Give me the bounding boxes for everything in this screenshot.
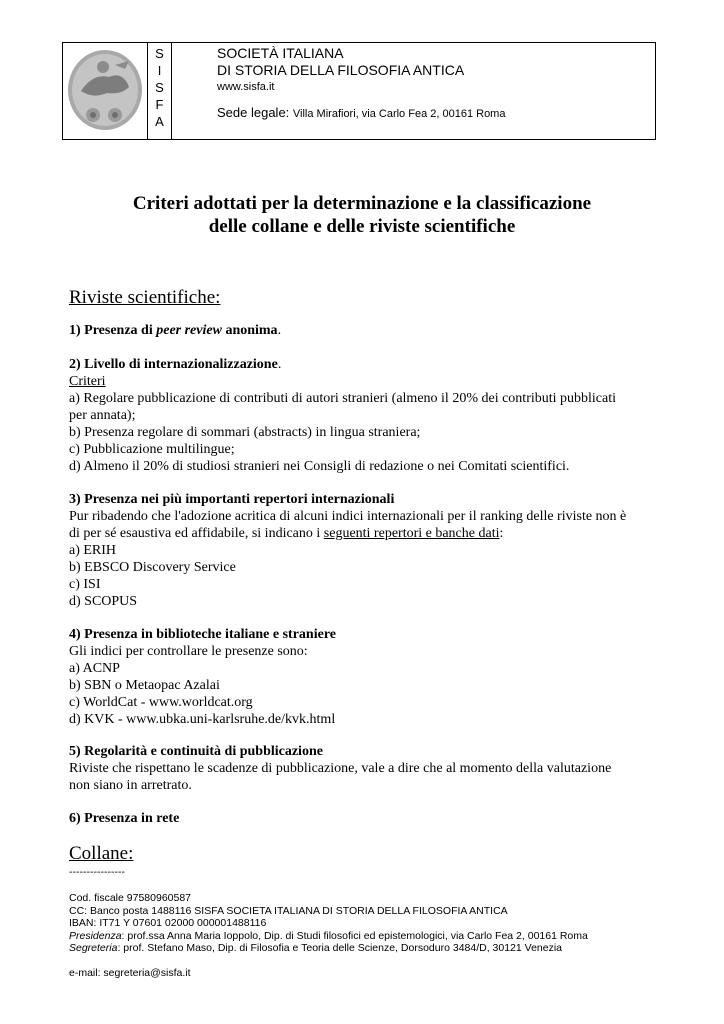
acronym-letter: A <box>155 114 164 129</box>
criteri-label: Criteri <box>69 374 106 389</box>
criterion-5 <box>69 743 661 794</box>
legal-seat-label: Sede legale: <box>217 105 290 120</box>
criterion-1-prefix: 1) Presenza di <box>69 323 157 338</box>
criterion-5-text-line2: non siano in arretrato. <box>69 778 192 793</box>
footer-secretariat-label: Segreteria <box>69 942 118 954</box>
document-title-line2: delle collane e delle riviste scientifiche <box>208 216 516 237</box>
criterion-4-intro: Gli indici per controllare le presenze sono: <box>69 644 308 659</box>
criterion-3-text2-underlined: seguenti repertori e banche dati <box>323 526 500 541</box>
legal-seat <box>217 105 505 120</box>
footer-fiscal-code: Cod. fiscale 97580960587 <box>69 892 192 904</box>
list-item: c) ISI <box>69 577 101 592</box>
criterion-6 <box>69 810 661 827</box>
section-heading-collane: Collane: <box>69 843 134 864</box>
criterion-1-italic: peer review <box>156 323 222 338</box>
criterion-4-heading: 4) Presenza in biblioteche italiane e straniere <box>69 627 336 642</box>
criterion-2-end: . <box>277 357 282 372</box>
footer-bank: CC: Banco posta 1488116 SISFA SOCIETA ITALIANA DI STORIA DELLA FILOSOFIA ANTICA <box>69 904 508 917</box>
legal-seat-address: Villa Mirafiori, via Carlo Fea 2, 00161 Roma <box>292 108 506 120</box>
criterion-2-heading: 2) Livello di internazionalizzazione <box>69 357 278 372</box>
org-name-line2: DI STORIA DELLA FILOSOFIA ANTICA <box>217 62 465 78</box>
criterion-3 <box>69 491 661 610</box>
footer-iban: IBAN: IT71 Y 07601 02000 000001488116 <box>69 917 267 929</box>
criterion-3-heading: 3) Presenza nei più importanti repertori internazionali <box>69 492 395 507</box>
criterion-1 <box>69 322 661 339</box>
criterion-4 <box>69 626 661 728</box>
criterion-3-text2-pre: di per sé esaustiva ed affidabile, si indicano i <box>69 526 324 541</box>
list-item: d) SCOPUS <box>69 594 138 609</box>
list-item: b) Presenza regolare di sommari (abstracts) in lingua straniera; <box>69 425 421 440</box>
list-item: c) WorldCat - www.worldcat.org <box>69 695 253 710</box>
footer-presidency-text: : prof.ssa Anna Maria Ioppolo, Dip. di Studi filosofici ed epistemologici, via Carlo Fea 2, 00161 Roma <box>121 929 588 942</box>
footer <box>69 892 588 955</box>
coin-logo-cell <box>63 43 148 139</box>
criterion-5-heading: 5) Regolarità e continuità di pubblicazione <box>69 744 323 759</box>
list-item: a) ERIH <box>69 543 117 558</box>
criterion-3-text2-post: : <box>499 526 504 541</box>
criterion-5-text-line1: Riviste che rispettano le scadenze di pubblicazione, vale a dire che al momento della valutazione <box>69 761 612 776</box>
criterion-1-end: . <box>277 323 282 338</box>
criterion-2 <box>69 356 661 475</box>
acronym-letter: S <box>155 80 164 95</box>
logo-acronym <box>148 43 172 139</box>
footer-secretariat <box>69 942 588 955</box>
criterion-6-heading: 6) Presenza in rete <box>69 811 180 826</box>
criterion-1-suffix: anonima <box>221 323 278 338</box>
list-item: per annata); <box>69 408 136 423</box>
list-item: c) Pubblicazione multilingue; <box>69 442 235 457</box>
website-link[interactable]: www.sisfa.it <box>217 81 275 93</box>
acronym-letter: I <box>157 63 162 78</box>
list-item: b) EBSCO Discovery Service <box>69 560 236 575</box>
section-heading-riviste: Riviste scientifiche: <box>69 287 221 308</box>
footer-secretariat-text: : prof. Stefano Maso, Dip. di Filosofia e Teoria delle Scienze, Dorsoduro 3484/D, 30121 Venezia <box>117 942 563 954</box>
criterion-3-text-line2 <box>69 525 661 542</box>
list-item: a) Regolare pubblicazione di contributi di autori stranieri (almeno il 20% dei contributi pubblicati <box>69 391 617 406</box>
org-name-line1: SOCIETÀ ITALIANA <box>217 45 344 61</box>
list-item: d) Almeno il 20% di studiosi stranieri nei Consigli di redazione o nei Comitati scientifici. <box>69 459 570 474</box>
acronym-letter: S <box>155 46 164 61</box>
document-title-line1: Criteri adottati per la determinazione e la classificazione <box>132 193 592 214</box>
letterhead <box>62 42 656 140</box>
criterion-3-text-line1: Pur ribadendo che l'adozione acritica di alcuni indici internazionali per il ranking delle riviste non è <box>69 509 627 524</box>
acronym-letter: F <box>155 97 164 112</box>
footer-rule: ---------------- <box>69 866 125 878</box>
list-item: a) ACNP <box>69 661 120 676</box>
list-item: d) KVK - www.ubka.uni-karlsruhe.de/kvk.html <box>69 712 336 727</box>
footer-email[interactable]: e-mail: segreteria@sisfa.it <box>69 967 191 979</box>
footer-presidency <box>69 930 588 943</box>
list-item: b) SBN o Metaopac Azalai <box>69 678 220 693</box>
coin-logo-icon <box>63 43 147 139</box>
footer-presidency-label: Presidenza <box>69 929 122 942</box>
